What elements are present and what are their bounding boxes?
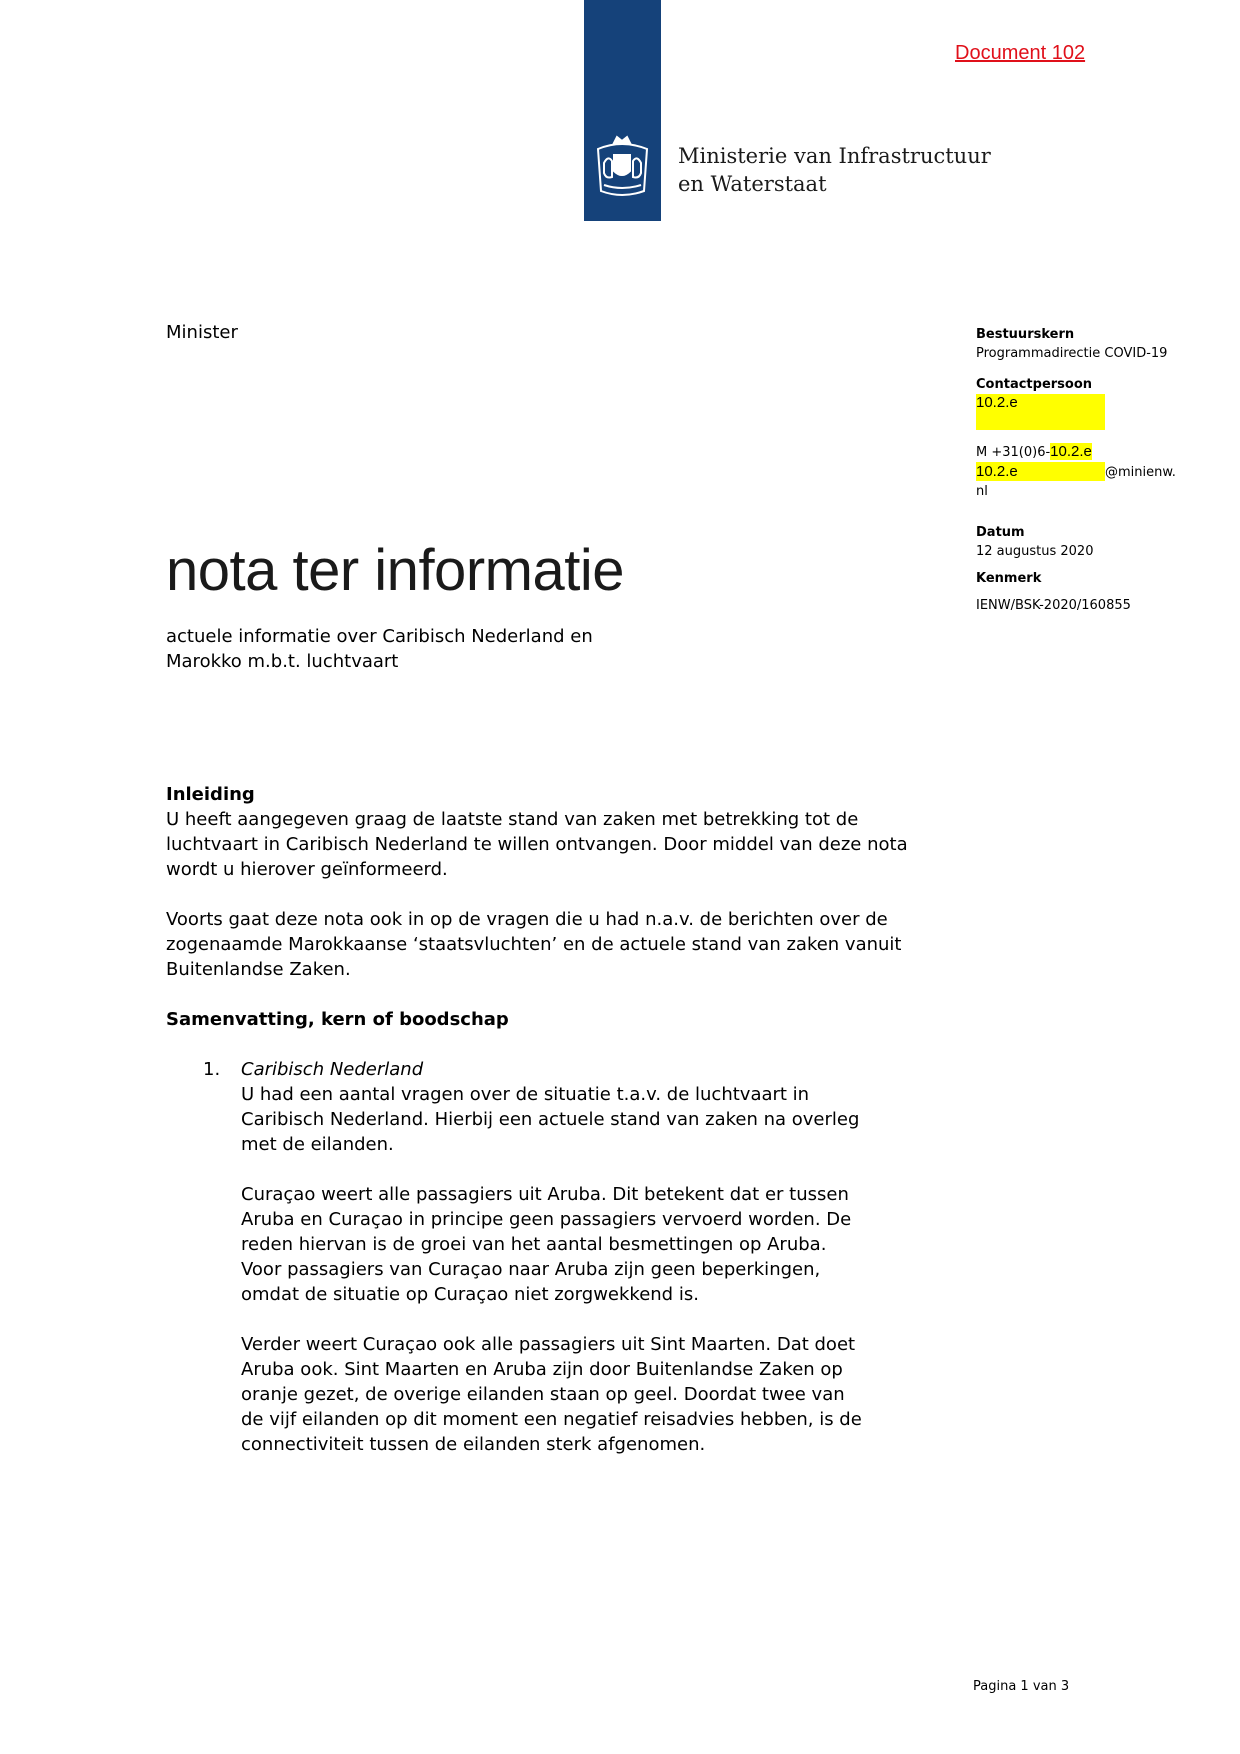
intro-paragraph-1: U heeft aangegeven graag de laatste stand van zaken met betrekking tot de luchtvaart in Caribisch Nederland te willen ontvangen. Door middel van deze nota wordt u hierover geïnformeerd. xyxy=(166,809,908,880)
contactpersoon-label: Contactpersoon xyxy=(976,377,1093,392)
document-number: Document 102 xyxy=(955,42,1086,64)
email-line xyxy=(976,462,1196,482)
list-item-title: Caribisch Nederland xyxy=(241,1059,424,1080)
list-item-paragraph-1: U had een aantal vragen over de situatie t.a.v. de luchtvaart in Caribisch Nederland. Hierbij een actuele stand van zaken na overleg met de eilanden. xyxy=(241,1084,860,1155)
email-suffix-2: nl xyxy=(976,484,988,499)
list-item-paragraph-2: Curaçao weert alle passagiers uit Aruba. Dit betekent dat er tussen Aruba en Curaçao in principe geen passagiers vervoerd worden. De reden hiervan is de groei van het aantal besmettingen op Aruba. Voor passagiers van Curaçao naar Aruba zijn geen beperkingen, omdat de situatie op Curaçao niet zorgwekkend is. xyxy=(241,1184,852,1305)
addressee: Minister xyxy=(166,322,238,343)
list-item-paragraph-3: Verder weert Curaçao ook alle passagiers uit Sint Maarten. Dat doet Aruba ook. Sint Maarten en Aruba zijn door Buitenlandse Zaken op oranje gezet, de overige eilanden staan op geel. Doordat twee van de vijf eilanden op dit moment een negatief reisadvies hebben, is de connectiviteit tussen de eilanden sterk afgenomen. xyxy=(241,1334,862,1455)
ministry-name-line-2: en Waterstaat xyxy=(678,172,827,196)
phone-prefix: M +31(0)6- xyxy=(976,445,1051,460)
phone-line xyxy=(976,442,1196,462)
summary-list xyxy=(166,1057,926,1457)
phone-redacted: 10.2.e xyxy=(1050,443,1092,460)
subject-line-1: actuele informatie over Caribisch Nederland en xyxy=(166,626,593,647)
subject-line-2: Marokko m.b.t. luchtvaart xyxy=(166,651,399,672)
page-number: Pagina 1 van 3 xyxy=(973,1679,1070,1694)
kenmerk-label: Kenmerk xyxy=(976,571,1042,586)
datum-label: Datum xyxy=(976,525,1025,540)
reference-sidebar xyxy=(976,325,1196,615)
document-body xyxy=(166,782,926,1482)
intro-heading: Inleiding xyxy=(166,784,255,805)
kenmerk-value: IENW/BSK-2020/160855 xyxy=(976,598,1131,613)
list-item xyxy=(166,1057,871,1457)
email-redacted: 10.2.e xyxy=(976,462,1105,481)
datum-value: 12 augustus 2020 xyxy=(976,544,1094,559)
subject xyxy=(166,624,706,674)
ministry-name xyxy=(678,142,991,198)
intro-paragraph-2: Voorts gaat deze nota ook in op de vragen die u had n.a.v. de berichten over de zogenaamde Marokkaanse ‘staatsvluchten’ en de actuele stand van zaken vanuit Buitenlandse Zaken. xyxy=(166,909,902,980)
document-type-title: nota ter informatie xyxy=(166,538,624,603)
summary-heading: Samenvatting, kern of boodschap xyxy=(166,1009,509,1030)
list-item-number: 1. xyxy=(203,1059,221,1080)
ministry-name-line-1: Ministerie van Infrastructuur xyxy=(678,144,991,168)
contact-name-redacted: 10.2.e xyxy=(976,394,1105,430)
bestuurskern-label: Bestuurskern xyxy=(976,327,1075,342)
ministry-logo-bar xyxy=(584,0,661,221)
coat-of-arms-icon xyxy=(590,133,655,203)
bestuurskern-value: Programmadirectie COVID-19 xyxy=(976,346,1168,361)
email-suffix: @minienw. xyxy=(1105,465,1176,480)
